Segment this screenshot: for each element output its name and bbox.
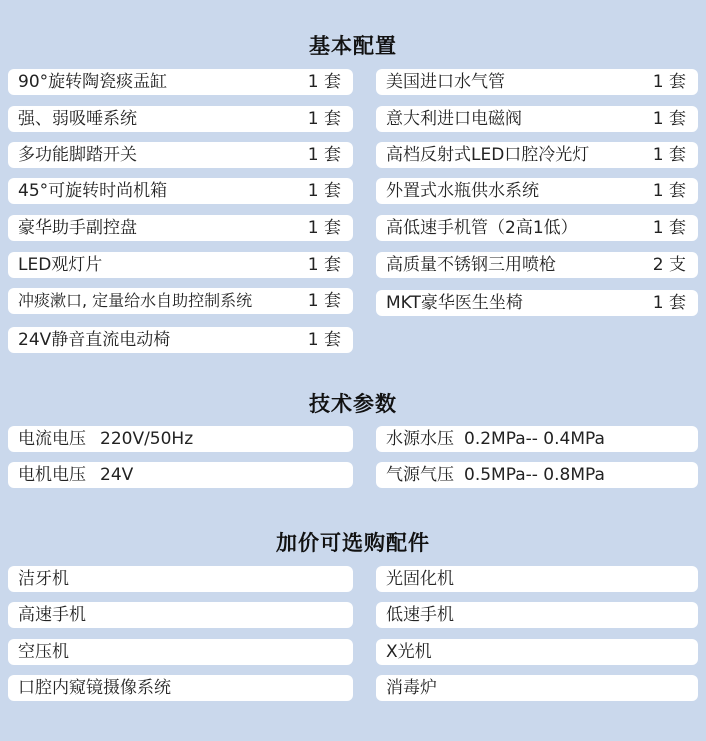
option-item <box>376 566 698 592</box>
item-name: 45°可旋转时尚机箱 <box>18 181 168 201</box>
item-qty: 1 套 <box>652 293 686 313</box>
item-qty: 1 套 <box>307 255 341 275</box>
section-title-options: 加价可选购配件 <box>276 531 430 555</box>
item-name: 豪华助手副控盘 <box>18 218 137 238</box>
item-qty: 1 套 <box>307 218 341 238</box>
option-name: 消毒炉 <box>386 678 437 698</box>
config-item <box>8 327 353 353</box>
config-item <box>8 215 353 241</box>
option-name: 高速手机 <box>18 605 86 625</box>
spec-label: 气源气压 <box>386 465 454 485</box>
item-name: 高质量不锈钢三用喷枪 <box>386 255 556 275</box>
item-qty: 1 套 <box>307 109 341 129</box>
item-name: 90°旋转陶瓷痰盂缸 <box>18 72 168 92</box>
item-qty: 2 支 <box>652 255 686 275</box>
spec-item <box>8 462 353 488</box>
spec-item <box>8 426 353 452</box>
section-title-basic: 基本配置 <box>309 34 397 58</box>
item-qty: 1 套 <box>307 330 341 350</box>
option-name: 洁牙机 <box>18 569 69 589</box>
option-item <box>8 602 353 628</box>
spec-label: 电流电压 <box>18 429 86 449</box>
item-qty: 1 套 <box>652 218 686 238</box>
item-name: LED观灯片 <box>18 255 103 275</box>
option-item <box>376 675 698 701</box>
item-name: 强、弱吸唾系统 <box>18 109 137 129</box>
spec-value: 0.2MPa-- 0.4MPa <box>464 429 605 449</box>
item-qty: 1 套 <box>652 109 686 129</box>
spec-value: 24V <box>100 465 134 485</box>
config-item <box>8 288 353 314</box>
item-qty: 1 套 <box>307 181 341 201</box>
option-name: 光固化机 <box>386 569 454 589</box>
item-name: 外置式水瓶供水系统 <box>386 181 539 201</box>
spec-value: 220V/50Hz <box>100 429 194 449</box>
option-name: 口腔内窥镜摄像系统 <box>18 678 171 698</box>
item-name: 冲痰漱口, 定量给水自助控制系统 <box>18 291 253 310</box>
config-item <box>376 106 698 132</box>
section-title-tech: 技术参数 <box>309 392 397 416</box>
config-item <box>376 142 698 168</box>
spec-label: 电机电压 <box>18 465 86 485</box>
config-item <box>8 142 353 168</box>
config-item <box>376 290 698 316</box>
spec-label: 水源水压 <box>386 429 454 449</box>
item-qty: 1 套 <box>307 145 341 165</box>
item-qty: 1 套 <box>652 145 686 165</box>
option-item <box>8 566 353 592</box>
spec-item <box>376 426 698 452</box>
item-qty: 1 套 <box>652 72 686 92</box>
item-name: 高低速手机管（2高1低） <box>386 218 578 238</box>
config-item <box>376 69 698 95</box>
spec-item <box>376 462 698 488</box>
item-qty: 1 套 <box>652 181 686 201</box>
option-item <box>376 602 698 628</box>
item-name: 意大利进口电磁阀 <box>386 109 522 129</box>
option-name: 低速手机 <box>386 605 454 625</box>
item-qty: 1 套 <box>307 72 341 92</box>
config-item <box>8 106 353 132</box>
config-item <box>8 252 353 278</box>
config-item <box>376 252 698 278</box>
option-item <box>8 675 353 701</box>
config-item <box>8 69 353 95</box>
config-item <box>376 178 698 204</box>
option-name: X光机 <box>386 642 432 662</box>
item-name: 多功能脚踏开关 <box>18 145 137 165</box>
option-item <box>376 639 698 665</box>
option-name: 空压机 <box>18 642 69 662</box>
item-name: MKT豪华医生坐椅 <box>386 293 523 313</box>
config-item <box>376 215 698 241</box>
item-name: 美国进口水气管 <box>386 72 505 92</box>
config-item <box>8 178 353 204</box>
item-name: 24V静音直流电动椅 <box>18 330 171 350</box>
item-name: 高档反射式LED口腔冷光灯 <box>386 145 590 165</box>
item-qty: 1 套 <box>307 291 341 311</box>
spec-value: 0.5MPa-- 0.8MPa <box>464 465 605 485</box>
option-item <box>8 639 353 665</box>
